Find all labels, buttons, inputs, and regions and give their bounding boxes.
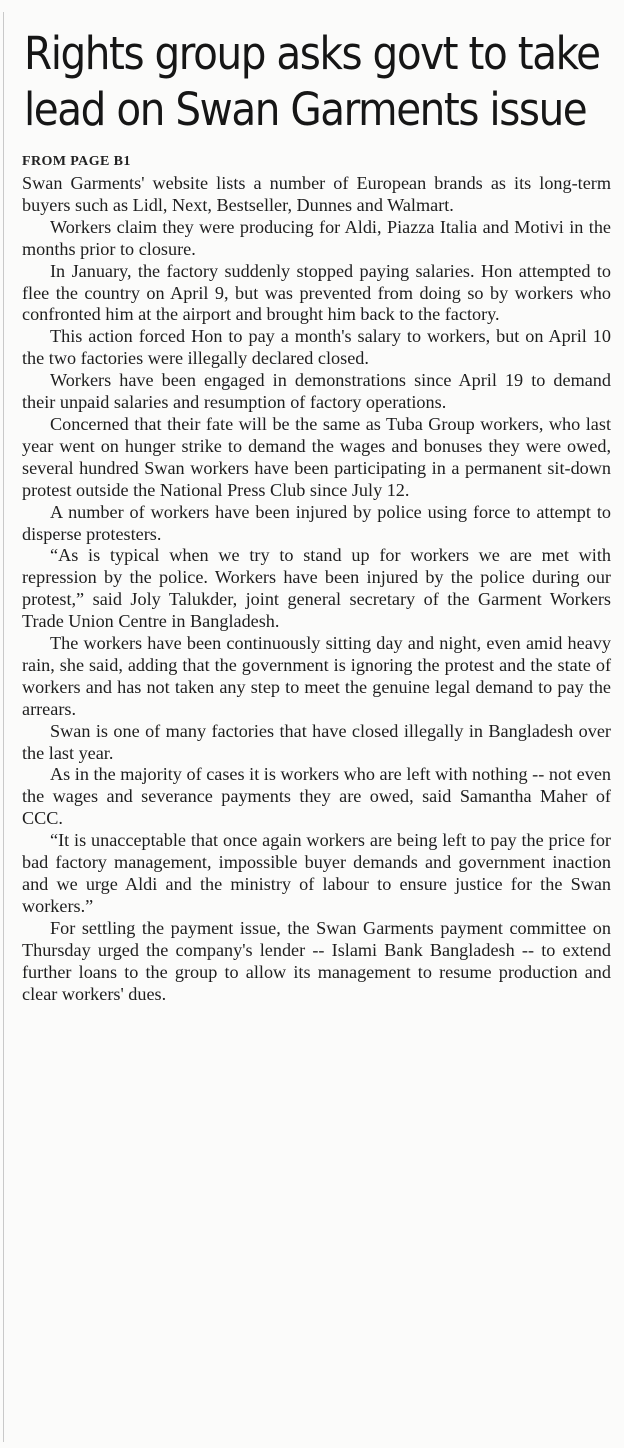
article-paragraph: Workers claim they were producing for Aldi, Piazza Italia and Motivi in the months prior to closure. xyxy=(22,216,611,259)
article-paragraph: This action forced Hon to pay a month's salary to workers, but on April 10 the two factories were illegally declared closed. xyxy=(22,326,611,369)
article-headline xyxy=(24,26,600,138)
column-rule xyxy=(3,12,4,1442)
article-paragraph: A number of workers have been injured by police using force to attempt to disperse protesters. xyxy=(22,501,611,544)
article-paragraph: The workers have been continuously sitting day and night, even amid heavy rain, she said, adding that the government is ignoring the protest and the state of workers and has not taken any step to meet the genuine legal demand to pay the arrears. xyxy=(22,633,611,719)
article-paragraph: Swan Garments' website lists a number of European brands as its long-term buyers such as Lidl, Next, Bestseller, Dunnes and Walmart. xyxy=(22,173,611,215)
article-paragraph: “As is typical when we try to stand up for workers we are met with repression by the police. Workers have been injured by the police during our protest,” said Joly Talukder, joint general secretary of the Garment Workers Trade Union Centre in Bangladesh. xyxy=(22,545,611,632)
article-paragraph: Concerned that their fate will be the same as Tuba Group workers, who last year went on hunger strike to demand the wages and bonuses they were owed, several hundred Swan workers have been participating in a permanent sit-down protest outside the National Press Club since July 12. xyxy=(22,413,611,500)
article-paragraph: In January, the factory suddenly stopped paying salaries. Hon attempted to flee the country on April 9, but was prevented from doing so by workers who confronted him at the airport and brought him back to the factory. xyxy=(22,260,611,325)
article-paragraph: “It is unacceptable that once again workers are being left to pay the price for bad factory management, impossible buyer demands and government inaction and we urge Aldi and the ministry of labour to ensure justice for the Swan workers.” xyxy=(22,830,611,916)
article-paragraph: Swan is one of many factories that have closed illegally in Bangladesh over the last year. xyxy=(22,720,611,763)
article-paragraph: Workers have been engaged in demonstrations since April 19 to demand their unpaid salaries and resumption of factory operations. xyxy=(22,370,611,413)
from-page-label: FROM PAGE B1 xyxy=(22,154,131,169)
article-paragraph: As in the majority of cases it is workers who are left with nothing -- not even the wages and severance payments they are owed, said Samantha Maher of CCC. xyxy=(22,764,611,829)
headline-line-1: Rights group asks govt to take xyxy=(24,27,600,80)
article-body xyxy=(22,173,611,1005)
article-paragraph: For settling the payment issue, the Swan Garments payment committee on Thursday urged the company's lender -- Islami Bank Bangladesh -- to extend further loans to the group to allow its management to resume production and clear workers' dues. xyxy=(22,917,611,1004)
headline-line-2: lead on Swan Garments issue xyxy=(24,83,587,136)
